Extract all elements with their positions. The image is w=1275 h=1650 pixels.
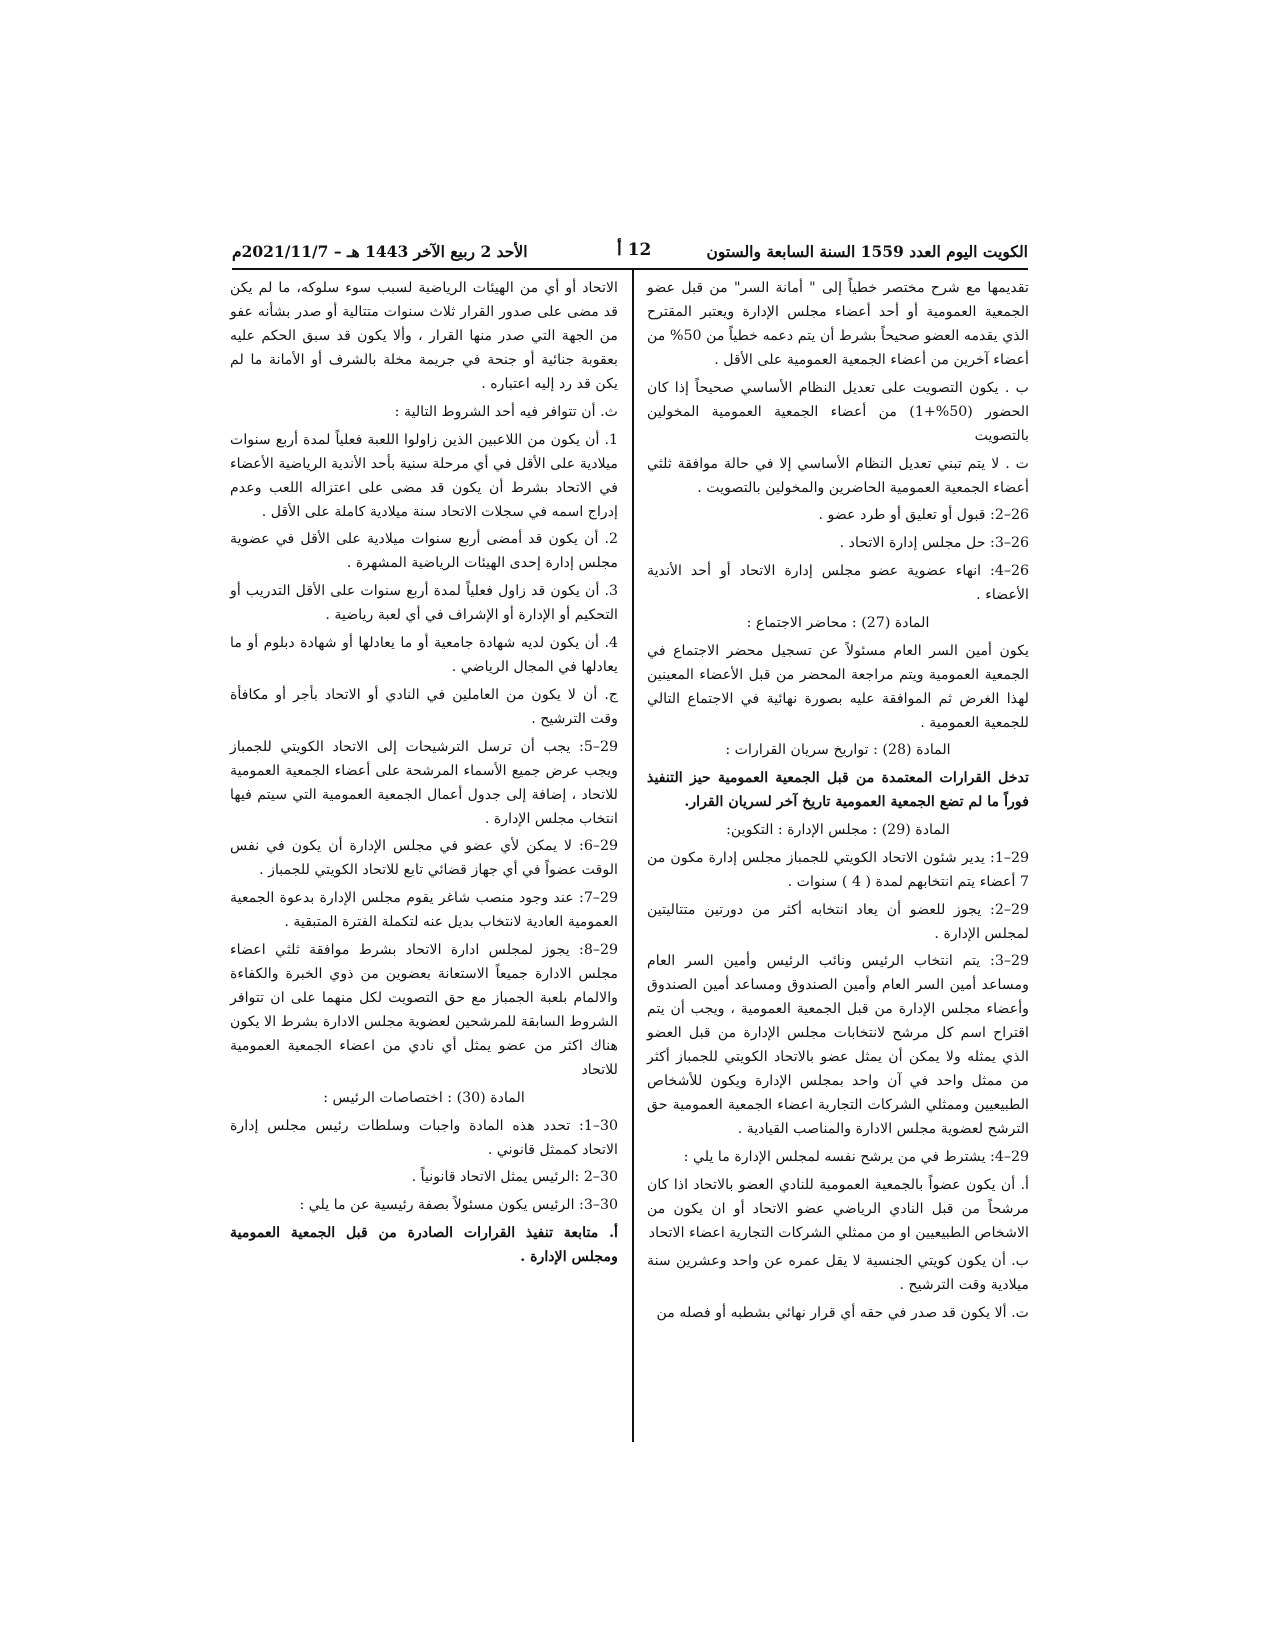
issue-date: الأحد 2 ربيع الآخر 1443 هـ – 2021/11/7م — [232, 242, 528, 261]
paragraph: 29–4: يشترط في من يرشح نفسه لمجلس الإدارة ما يلي : — [683, 1149, 1029, 1166]
paragraph: المادة (28) : تواريخ سريان القرارات : — [725, 742, 951, 759]
paragraph: 29–3: يتم انتخاب الرئيس ونائب الرئيس وأمين السر العام ومساعد أمين السر العام وأمين الصندوق ومساعد أمين الصندوق وأعضاء مجلس الإدارة من قبل الجمعية العمومية ، ويجب أن يتم اقتراح اسم كل مرشح لانتخابات مجلس الإدارة من قبل العضو الذي يمثله ولا يمكن أن يمثل عضو بالاتحاد الكويتي للجمباز أكثر من ممثل واحد في آن واحد بمجلس الإدارة ويكون للأشخاص الطبيعيين وممثلي الشركات التجارية اعضاء الجمعية العمومية حق الترشح لعضوية مجلس الادارة والمناصب القيادية . — [647, 953, 1029, 1138]
paragraph: تدخل القرارات المعتمدة من قبل الجمعية العمومية حيز التنفيذ فوراً ما لم تضع الجمعية العمومية تاريخ آخر لسريان القرار. — [647, 770, 1029, 811]
paragraph: 30–3: الرئيس يكون مسئولاً بصفة رئيسية عن ما يلي : — [299, 1197, 618, 1214]
paragraph: 26–2: قبول أو تعليق أو طرد عضو . — [818, 507, 1029, 524]
paragraph: 29–5: يجب أن ترسل الترشيحات إلى الاتحاد الكويتي للجمباز ويجب عرض جميع الأسماء المرشحة على أعضاء الجمعية العمومية للاتحاد ، إضافة إلى جدول أعمال الجمعية العمومية التي سيتم فيها انتخاب مجلس الإدارة . — [230, 738, 618, 827]
paragraph: يكون أمين السر العام مسئولاً عن تسجيل محضر الاجتماع في الجمعية العمومية ويتم مراجعة المحضر من قبل الأعضاء المعينين لهذا الغرض ثم الموافقة عليه بصورة نهائية في الاجتماع التالي للجمعية العمومية . — [647, 642, 1029, 731]
paragraph: تقديمها مع شرح مختصر خطياً إلى " أمانة السر" من قبل عضو الجمعية العمومية أو أحد أعضاء مجلس الإدارة ويعتبر المقترح الذي يقدمه العضو صحيحاً بشرط أن يتم دعمه خطياً من 50% من أعضاء آخرين من أعضاء الجمعية العمومية على الأقل . — [647, 280, 1030, 368]
paragraph: المادة (30) : اختصاصات الرئيس : — [323, 1089, 525, 1106]
paragraph: ب. أن يكون كويتي الجنسية لا يقل عمره عن واحد وعشرين سنة ميلادية وقت الترشيح . — [647, 1252, 1029, 1293]
paragraph: 29–1: يدير شئون الاتحاد الكويتي للجمباز مجلس إدارة مكون من 7 أعضاء يتم انتخابهم لمدة ( 4 ) سنوات . — [647, 849, 1029, 890]
paragraph: 30–2 :الرئيس يمثل الاتحاد قانونياً . — [411, 1169, 618, 1186]
paragraph: 3. أن يكون قد زاول فعلياً لمدة أربع سنوات على الأقل التدريب أو التحكيم أو الإدارة أو الإشراف في أي لعبة رياضية . — [230, 583, 618, 624]
paragraph: ث. أن تتوافر فيه أحد الشروط التالية : — [394, 403, 618, 420]
paragraph: 2. أن يكون قد أمضى أربع سنوات ميلادية على الأقل في عضوية مجلس إدارة إحدى الهيئات الرياضية المشهرة . — [230, 531, 618, 572]
paragraph: ت. ألا يكون قد صدر في حقه أي قرار نهائي بشطبه أو فصله من — [656, 1304, 1029, 1321]
right-column — [647, 276, 1029, 1328]
paragraph: 29–7: عند وجود منصب شاغر يقوم مجلس الإدارة بدعوة الجمعية العمومية العادية لانتخاب بديل عنه لتكملة الفترة المتبقية . — [230, 890, 618, 931]
paragraph: الاتحاد أو أي من الهيئات الرياضية لسبب سوء سلوكه، ما لم يكن قد مضى على صدور القرار ثلاث سنوات متتالية أو صدر بشأنه عفو من الجهة التي صدر منها القرار ، وألا يكون قد سبق الحكم عليه بعقوبة جنائية أو جنحة في جريمة مخلة بالشرف أو الأمانة ما لم يكن قد رد إليه اعتباره . — [230, 280, 618, 392]
issue-info: الكويت اليوم العدد 1559 السنة السابعة والستون — [706, 242, 1028, 261]
column-divider — [632, 270, 634, 1442]
paragraph: المادة (29) : مجلس الإدارة : التكوين: — [726, 821, 950, 838]
left-column — [230, 276, 618, 1273]
paragraph: 4. أن يكون لديه شهادة جامعية أو ما يعادلها أو شهادة دبلوم أو ما يعادلها في المجال الرياضي . — [230, 634, 618, 675]
paragraph: ت . لا يتم تبني تعديل النظام الأساسي إلا في حالة موافقة ثلثي أعضاء الجمعية العمومية الحاضرين والمخولين بالتصويت . — [647, 455, 1029, 496]
paragraph: 1. أن يكون من اللاعبين الذين زاولوا اللعبة فعلياً لمدة أربع سنوات ميلادية على الأقل في أي مرحلة سنية بأحد الأندية الرياضية الأعضاء في الاتحاد بشرط أن يكون قد مضى على اعتزاله اللعب وعدم إدراج اسمه في سجلات الاتحاد سنة ميلادية كاملة على الأقل . — [230, 431, 618, 520]
paragraph: المادة (27) : محاضر الاجتماع : — [746, 614, 930, 631]
paragraph: 30–1: تحدد هذه المادة واجبات وسلطات رئيس مجلس إدارة الاتحاد كممثل قانوني . — [230, 1117, 618, 1158]
paragraph: 26–4: انهاء عضوية عضو مجلس إدارة الاتحاد أو أحد الأندية الأعضاء . — [647, 562, 1029, 603]
paragraph: 29–2: يجوز للعضو أن يعاد انتخابه أكثر من دورتين متتاليتين لمجلس الإدارة . — [647, 901, 1029, 942]
paragraph: ج. أن لا يكون من العاملين في النادي أو الاتحاد بأجر أو مكافأة وقت الترشيح . — [230, 686, 618, 727]
paragraph: أ. متابعة تنفيذ القرارات الصادرة من قبل الجمعية العمومية ومجلس الإدارة . — [230, 1224, 618, 1265]
page-number: 12 أ — [617, 240, 652, 260]
paragraph: ب . يكون التصويت على تعديل النظام الأساسي صحيحاً إذا كان الحضور (50%+1) من أعضاء الجمعية العمومية المخولين بالتصويت — [647, 379, 1030, 444]
paragraph: 29–8: يجوز لمجلس ادارة الاتحاد بشرط موافقة ثلثي اعضاء مجلس الادارة جميعاً الاستعانة بعضوين من ذوي الخبرة والكفاءة والالمام بلعبة الجمباز مع حق التصويت لكل منهما على ان تتوافر الشروط السابقة للمرشحين لعضوية مجلس الادارة بشرط الا يكون هناك اكثر من عضو يمثل أي نادي من اعضاء الجمعية العمومية للاتحاد — [230, 941, 618, 1078]
paragraph: 29–6: لا يمكن لأي عضو في مجلس الإدارة أن يكون في نفس الوقت عضواً في أي جهاز قضائي تابع للاتحاد الكويتي للجمباز . — [230, 838, 618, 879]
paragraph: 26–3: حل مجلس إدارة الاتحاد . — [839, 535, 1029, 552]
page-header — [232, 238, 1028, 270]
paragraph: أ. أن يكون عضواً بالجمعية العمومية للنادي العضو بالاتحاد اذا كان مرشحاً من قبل النادي الرياضي عضو الاتحاد أو ان يكون من الاشخاص الطبيعيين او من ممثلي الشركات التجارية اعضاء الاتحاد — [647, 1176, 1029, 1241]
